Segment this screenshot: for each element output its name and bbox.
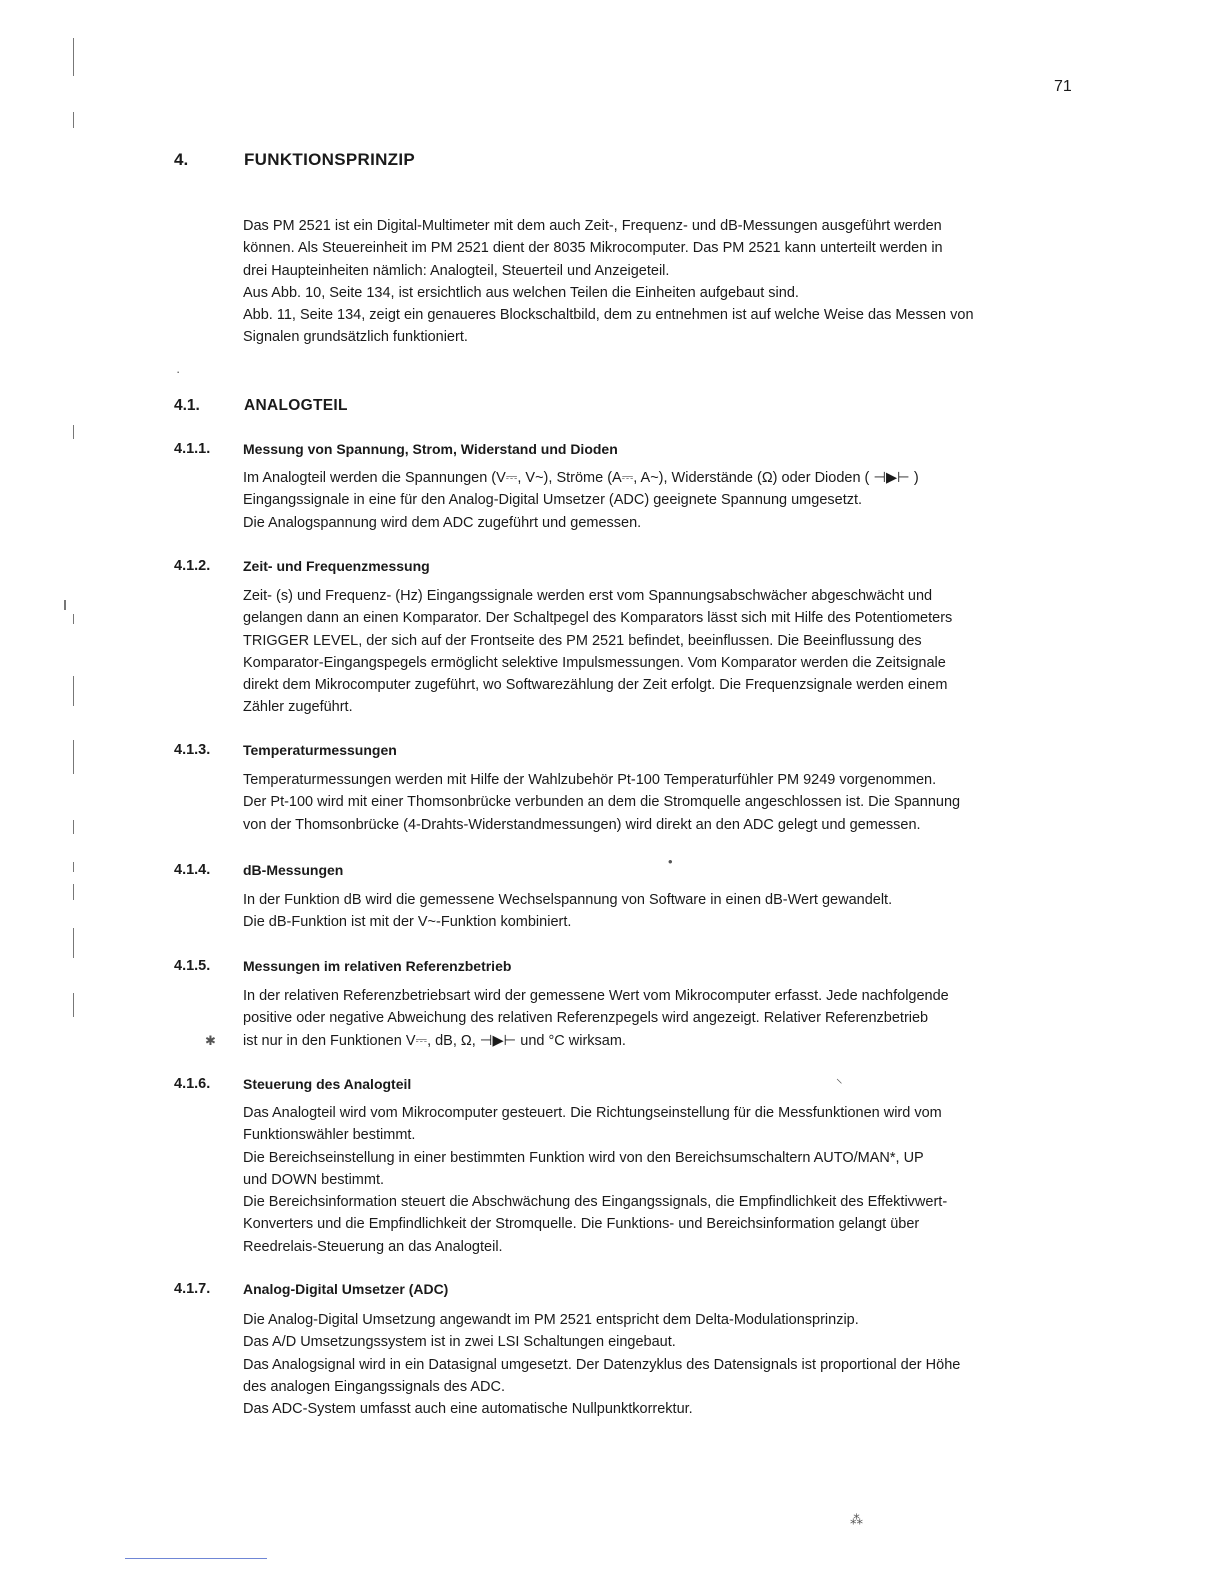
text-line: Temperaturmessungen werden mit Hilfe der Wahlzubehör Pt-100 Temperaturfühler PM 9249 vorgenommen. xyxy=(243,772,937,788)
subsection-body xyxy=(243,467,1093,534)
text-line: Die Analog-Digital Umsetzung angewandt im PM 2521 entspricht dem Delta-Modulationsprinzip. xyxy=(243,1312,859,1328)
intro-paragraph xyxy=(243,215,1093,349)
subsection-number: 4.1.1. xyxy=(174,441,211,457)
text-line: gelangen dann an einen Komparator. Der Schaltpegel des Komparators lässt sich mit Hilfe des Potentiometers xyxy=(243,610,953,627)
text-line: Komparator-Eingangspegels ermöglicht selektive Impulsmessungen. Vom Komparator werden die Zeitsignale xyxy=(243,654,946,671)
chapter-title: FUNKTIONSPRINZIP xyxy=(244,150,416,169)
subsection-body xyxy=(243,1309,1093,1420)
subsection-title: Zeit- und Frequenzmessung xyxy=(243,558,430,574)
footer-rule xyxy=(125,1558,267,1559)
text-line: Das A/D Umsetzungssystem ist in zwei LSI Schaltungen eingebaut. xyxy=(243,1334,676,1351)
scan-margin-mark xyxy=(73,614,74,624)
text-line: Das Analogteil wird vom Mikrocomputer gesteuert. Die Richtungseinstellung für die Messfunktionen wird vom xyxy=(243,1105,942,1121)
subsection-number: 4.1.5. xyxy=(174,958,211,974)
subsection-body xyxy=(243,769,1093,836)
text-line: direkt dem Mikrocomputer zugeführt, wo Softwarezählung der Zeit erfolgt. Die Frequenzsignale werden einem xyxy=(243,677,948,694)
subsection-number: 4.1.7. xyxy=(174,1281,211,1297)
subsection-body xyxy=(243,585,1093,719)
text-line: Zähler zugeführt. xyxy=(243,699,353,716)
text-line: Konverters und die Empfindlichkeit der Stromquelle. Die Funktions- und Bereichsinformation gelangt über xyxy=(243,1216,920,1233)
text-line: und DOWN bestimmt. xyxy=(243,1171,384,1188)
scan-speck: ✱ xyxy=(205,1033,216,1048)
text-line: Die Analogspannung wird dem ADC zugeführt und gemessen. xyxy=(243,514,642,531)
scan-margin-mark xyxy=(73,820,74,834)
text-line: In der relativen Referenzbetriebsart wird der gemessene Wert vom Mikrocomputer erfasst. Jede nachfolgende xyxy=(243,988,949,1004)
text-line: Aus Abb. 10, Seite 134, ist ersichtlich aus welchen Teilen die Einheiten aufgebaut sind. xyxy=(243,284,799,301)
text-line: des analogen Eingangssignals des ADC. xyxy=(243,1378,505,1395)
text-line: Das PM 2521 ist ein Digital-Multimeter mit dem auch Zeit-, Frequenz- und dB-Messungen ausgeführt werden xyxy=(243,218,942,234)
subsection-title: Analog-Digital Umsetzer (ADC) xyxy=(243,1281,449,1297)
page-number: 71 xyxy=(1054,78,1072,95)
text-line: In der Funktion dB wird die gemessene Wechselspannung von Software in einen dB-Wert gewandelt. xyxy=(243,892,893,908)
subsection-number: 4.1.6. xyxy=(174,1076,211,1092)
scan-margin-mark xyxy=(73,884,74,900)
scan-margin-mark xyxy=(73,112,74,128)
text-line: Das Analogsignal wird in ein Datasignal umgesetzt. Der Datenzyklus des Datensignals ist proportional der Höhe xyxy=(243,1356,961,1373)
scan-margin-mark xyxy=(73,740,74,774)
scan-margin-mark xyxy=(73,993,74,1017)
subsection-body xyxy=(243,1102,1093,1258)
text-line: drei Haupteinheiten nämlich: Analogteil, Steuerteil und Anzeigeteil. xyxy=(243,262,670,279)
chapter-number: 4. xyxy=(174,150,189,169)
scan-margin-mark xyxy=(73,38,74,76)
scan-margin-mark xyxy=(73,928,74,958)
text-line: Die Bereichseinstellung in einer bestimmten Funktion wird von den Bereichsumschaltern AUTO/MAN*, UP xyxy=(243,1149,924,1166)
scan-speck: ⁂ xyxy=(850,1512,863,1527)
text-line: positive oder negative Abweichung des relativen Referenzpegels wird angezeigt. Relativer Referenzbetrieb xyxy=(243,1010,929,1027)
text-line: Funktionswähler bestimmt. xyxy=(243,1127,416,1144)
scan-margin-mark xyxy=(73,425,74,439)
subsection-title: dB-Messungen xyxy=(243,862,344,878)
subsection-number: 4.1.3. xyxy=(174,742,211,758)
section-number: 4.1. xyxy=(174,397,200,414)
subsection-title: Temperaturmessungen xyxy=(243,742,397,758)
text-line: Die Bereichsinformation steuert die Abschwächung des Eingangssignals, die Empfindlichkeit des Effektivwert- xyxy=(243,1194,948,1211)
scan-speck: · xyxy=(176,364,181,379)
text-line: Reedrelais-Steuerung an das Analogteil. xyxy=(243,1238,503,1255)
section-title: ANALOGTEIL xyxy=(244,397,348,414)
text-line: TRIGGER LEVEL, der sich auf der Frontseite des PM 2521 befindet, beeinflussen. Die Beeinflussung des xyxy=(243,632,922,649)
scan-margin-mark xyxy=(64,600,66,610)
subsection-number: 4.1.4. xyxy=(174,862,211,878)
scan-speck: ⸌ xyxy=(836,1076,843,1091)
scan-margin-mark xyxy=(73,676,74,706)
text-line: Die dB-Funktion ist mit der V~-Funktion kombiniert. xyxy=(243,914,572,931)
text-line: von der Thomsonbrücke (4-Drahts-Widerstandmessungen) wird direkt an den ADC gelegt und gemessen. xyxy=(243,816,921,833)
subsection-number: 4.1.2. xyxy=(174,558,211,574)
text-line: Das ADC-System umfasst auch eine automatische Nullpunktkorrektur. xyxy=(243,1401,693,1418)
subsection-title: Steuerung des Analogteil xyxy=(243,1076,412,1092)
text-line: können. Als Steuereinheit im PM 2521 dient der 8035 Mikrocomputer. Das PM 2521 kann unterteilt werden in xyxy=(243,240,943,257)
text-line: Abb. 11, Seite 134, zeigt ein genaueres Blockschaltbild, dem zu entnehmen ist auf welche Weise das Messen von xyxy=(243,307,974,324)
subsection-title: Messung von Spannung, Strom, Widerstand und Dioden xyxy=(243,441,618,457)
scan-margin-mark xyxy=(73,862,74,872)
text-line: ist nur in den Funktionen V⎓, dB, Ω, ⊣▶⊢ und °C wirksam. xyxy=(243,1032,626,1049)
text-line: Zeit- (s) und Frequenz- (Hz) Eingangssignale werden erst vom Spannungsabschwächer abgeschwächt und xyxy=(243,588,933,604)
text-line: Signalen grundsätzlich funktioniert. xyxy=(243,329,468,346)
subsection-body xyxy=(243,889,1093,934)
text-line: Eingangssignale in eine für den Analog-Digital Umsetzer (ADC) geeignete Spannung umgesetzt. xyxy=(243,492,863,509)
subsection-body xyxy=(243,985,1093,1052)
text-line: Der Pt-100 wird mit einer Thomsonbrücke verbunden an dem die Stromquelle angeschlossen ist. Die Spannung xyxy=(243,794,961,811)
scan-speck: • xyxy=(668,854,673,869)
text-line: Im Analogteil werden die Spannungen (V⎓, V~), Ströme (A⎓, A~), Widerstände (Ω) oder Dioden ( ⊣▶⊢ ) xyxy=(243,470,919,486)
subsection-title: Messungen im relativen Referenzbetrieb xyxy=(243,958,512,974)
